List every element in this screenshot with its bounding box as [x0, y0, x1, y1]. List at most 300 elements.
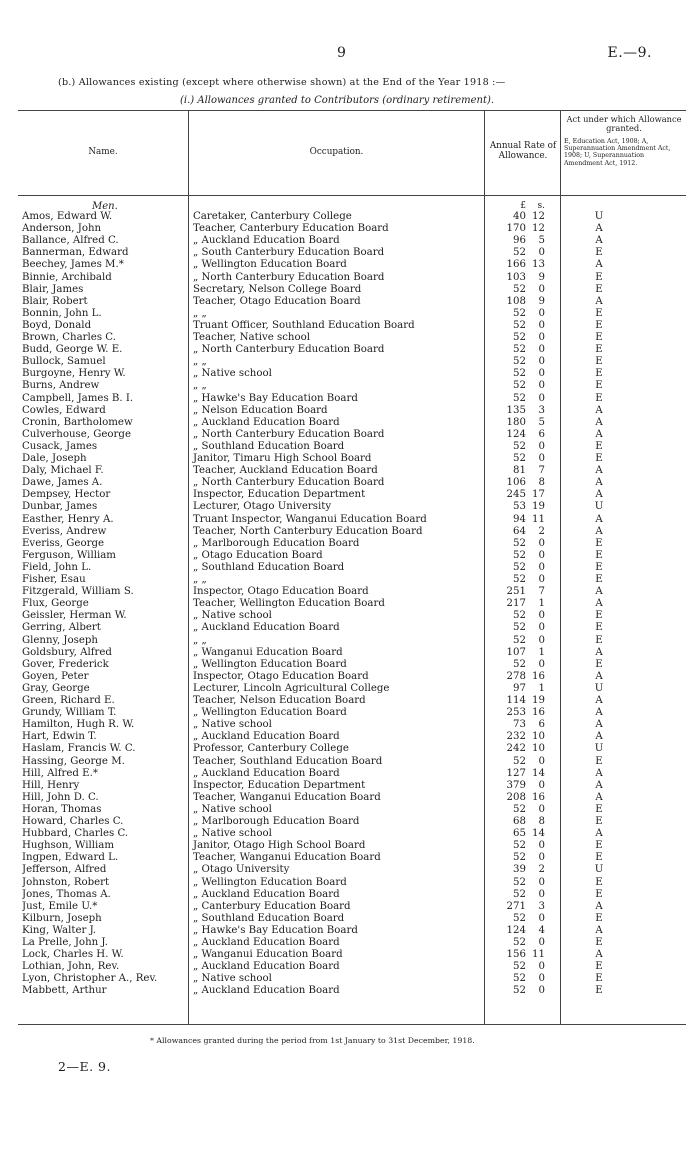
row-act: A [595, 949, 603, 961]
row-pounds: 52 [513, 961, 526, 973]
row-name: Hill, Alfred E.* [22, 767, 98, 779]
table-row [0, 768, 700, 780]
row-act: E [595, 440, 603, 452]
table-row [0, 211, 700, 223]
row-shillings: 0 [538, 840, 545, 852]
row-occupation: „ Auckland Education Board [193, 416, 340, 428]
table-row [0, 344, 700, 356]
row-act: E [595, 549, 603, 561]
table-row [0, 550, 700, 562]
header-top-rule [18, 110, 686, 111]
table-row [0, 284, 700, 296]
table-row [0, 913, 700, 925]
table-row [0, 901, 700, 913]
row-shillings: 10 [532, 731, 545, 743]
row-name: Daly, Michael F. [22, 465, 104, 477]
table-row [0, 683, 700, 695]
row-shillings: 12 [532, 223, 545, 235]
row-pounds: 278 [506, 670, 526, 682]
row-name: Grundy, William T. [22, 707, 117, 719]
row-occupation: „ South Canterbury Education Board [193, 247, 385, 259]
row-name: Mabbett, Arthur [22, 985, 107, 997]
row-occupation: „ „ [193, 574, 207, 585]
row-act: E [595, 961, 603, 973]
row-act: U [594, 211, 604, 222]
row-name: Johnston, Robert [22, 876, 110, 888]
row-act: A [595, 707, 603, 719]
row-name: Jones, Thomas A. [22, 888, 111, 900]
table-row [0, 985, 700, 997]
row-pounds: 52 [513, 876, 526, 888]
row-name: Anderson, John [22, 223, 102, 235]
row-name: Dunbar, James [22, 501, 98, 513]
row-occupation: „ Otago Education Board [193, 549, 323, 561]
table-row [0, 635, 700, 647]
row-pounds: 96 [513, 235, 526, 247]
table-row [0, 731, 700, 743]
row-shillings: 0 [538, 622, 545, 634]
row-act: A [595, 779, 603, 791]
table-row [0, 368, 700, 380]
row-pounds: 52 [513, 985, 526, 997]
row-pounds: 107 [506, 646, 526, 658]
row-occupation: „ Marlborough Education Board [193, 537, 360, 549]
row-occupation: „ Wellington Education Board [193, 658, 347, 670]
table-row [0, 610, 700, 622]
row-occupation: „ Wellington Education Board [193, 707, 347, 719]
row-occupation: „ „ [193, 380, 207, 392]
row-pounds: 208 [506, 791, 526, 803]
row-act: A [595, 924, 603, 936]
row-shillings: 6 [538, 719, 545, 731]
row-pounds: 53 [513, 501, 526, 513]
table-row [0, 852, 700, 864]
row-shillings: 1 [538, 682, 545, 694]
row-pounds: 124 [506, 428, 526, 440]
column-header-rate: Annual Rate of Allowance. [489, 141, 557, 161]
row-name: Gray, George [22, 682, 90, 694]
row-act: A [595, 670, 603, 682]
row-act: U [594, 864, 604, 876]
row-shillings: 0 [538, 961, 545, 973]
row-name: Burgoyne, Henry W. [22, 368, 126, 380]
row-shillings: 0 [538, 937, 545, 948]
row-act: E [595, 561, 603, 573]
row-pounds: 170 [506, 223, 526, 235]
row-act: U [594, 743, 604, 755]
row-name: Hill, Henry [22, 779, 80, 791]
row-pounds: 106 [506, 477, 526, 489]
row-pounds: 52 [513, 332, 526, 343]
row-shillings: 0 [538, 634, 545, 646]
row-shillings: 0 [538, 610, 545, 622]
row-act: A [595, 791, 603, 803]
row-name: Just, Emile U.* [22, 900, 98, 912]
row-occupation: „ Native school [193, 719, 272, 731]
row-shillings: 0 [538, 803, 545, 815]
row-pounds: 94 [513, 513, 526, 525]
row-pounds: 52 [513, 610, 526, 622]
row-name: Lyon, Christopher A., Rev. [22, 973, 158, 985]
row-name: Boyd, Donald [22, 319, 92, 331]
row-name: Flux, George [22, 598, 89, 610]
row-name: Bannerman, Edward [22, 247, 129, 259]
column-header-name: Name. [88, 147, 118, 157]
row-act: A [595, 719, 603, 731]
row-pounds: 166 [506, 259, 526, 271]
table-row [0, 719, 700, 731]
table-row [0, 453, 700, 465]
table-row [0, 840, 700, 852]
currency-pounds-label: £ [520, 201, 526, 211]
table-row [0, 223, 700, 235]
row-shillings: 0 [538, 440, 545, 452]
row-act: E [595, 840, 603, 852]
row-name: Hill, John D. C. [22, 791, 99, 803]
row-act: E [595, 973, 603, 985]
row-pounds: 114 [506, 695, 526, 706]
row-pounds: 52 [513, 344, 526, 356]
row-act: A [595, 598, 603, 610]
row-occupation: „ Native school [193, 610, 272, 622]
row-shillings: 0 [538, 876, 545, 888]
row-occupation: „ Native school [193, 803, 272, 815]
row-occupation: Teacher, Southland Education Board [193, 755, 383, 767]
row-act: E [595, 610, 603, 622]
row-occupation: „ North Canterbury Education Board [193, 271, 385, 283]
row-pounds: 52 [513, 755, 526, 767]
row-shillings: 0 [538, 973, 545, 985]
row-name: Cusack, James [22, 440, 98, 452]
row-pounds: 135 [506, 404, 526, 416]
table-row [0, 925, 700, 937]
table-row [0, 743, 700, 755]
table-row [0, 961, 700, 973]
row-pounds: 156 [506, 949, 526, 961]
row-shillings: 14 [532, 828, 545, 840]
table-row [0, 489, 700, 501]
row-shillings: 0 [538, 561, 545, 573]
table-row [0, 586, 700, 598]
row-occupation: Teacher, Wanganui Education Board [193, 791, 381, 803]
table-row [0, 937, 700, 949]
row-shillings: 0 [538, 888, 545, 900]
row-name: Easther, Henry A. [22, 513, 114, 525]
section-label-men: Men. [92, 201, 118, 212]
row-occupation: Teacher, Otago Education Board [193, 295, 361, 307]
row-name: Ballance, Alfred C. [22, 235, 119, 247]
row-name: Blair, James [22, 283, 84, 295]
row-act: E [595, 622, 603, 634]
row-pounds: 52 [513, 888, 526, 900]
row-name: Goldsbury, Alfred [22, 646, 112, 658]
row-pounds: 52 [513, 803, 526, 815]
row-act: E [595, 888, 603, 900]
table-row [0, 332, 700, 344]
table-subheading: (i.) Allowances granted to Contributors (ordinary retirement). [180, 95, 495, 106]
row-act: A [595, 223, 603, 235]
table-row [0, 973, 700, 985]
row-name: Hughson, William [22, 840, 114, 852]
row-shillings: 0 [538, 283, 545, 295]
row-pounds: 52 [513, 453, 526, 464]
row-occupation: „ Wellington Education Board [193, 876, 347, 888]
table-row [0, 259, 700, 271]
row-act: A [595, 646, 603, 658]
row-name: Bullock, Samuel [22, 356, 106, 368]
row-act: E [595, 876, 603, 888]
row-act: E [595, 307, 603, 319]
row-act: A [595, 586, 603, 598]
row-act: A [595, 489, 603, 501]
row-pounds: 52 [513, 440, 526, 452]
row-pounds: 52 [513, 247, 526, 259]
row-occupation: Teacher, Native school [193, 332, 311, 343]
row-occupation: „ Hawke's Bay Education Board [193, 924, 358, 936]
row-name: Goyen, Peter [22, 670, 89, 682]
row-shillings: 1 [538, 598, 545, 610]
row-act: A [595, 731, 603, 743]
row-occupation: „ North Canterbury Education Board [193, 477, 385, 489]
row-name: Kilburn, Joseph [22, 912, 102, 924]
row-shillings: 16 [532, 707, 545, 719]
row-pounds: 180 [506, 416, 526, 428]
row-act: E [595, 985, 603, 997]
table-row [0, 622, 700, 634]
column-header-occupation: Occupation. [309, 147, 364, 157]
row-shillings: 2 [538, 864, 545, 876]
table-row [0, 296, 700, 308]
row-name: Howard, Charles C. [22, 816, 124, 827]
row-act: E [595, 392, 603, 404]
row-shillings: 0 [538, 356, 545, 368]
row-act: E [595, 574, 603, 585]
row-shillings: 19 [532, 695, 545, 706]
row-name: Horan, Thomas [22, 803, 102, 815]
row-occupation: Teacher, Wellington Education Board [193, 598, 385, 610]
row-pounds: 52 [513, 319, 526, 331]
row-occupation: „ Southland Education Board [193, 912, 345, 924]
row-occupation: „ Wanganui Education Board [193, 646, 343, 658]
row-name: Everiss, Andrew [22, 525, 107, 537]
table-row [0, 671, 700, 683]
row-name: Gover, Frederick [22, 658, 109, 670]
row-shillings: 0 [538, 319, 545, 331]
row-name: Binnie, Archibald [22, 271, 112, 283]
row-occupation: Truant Inspector, Wanganui Education Board [193, 513, 427, 525]
row-act: E [595, 816, 603, 827]
row-act: A [595, 465, 603, 477]
table-row [0, 792, 700, 804]
table-bottom-rule [18, 1024, 686, 1025]
row-shillings: 0 [538, 247, 545, 259]
row-pounds: 52 [513, 658, 526, 670]
row-occupation: Caretaker, Canterbury College [193, 211, 352, 222]
row-shillings: 0 [538, 344, 545, 356]
row-name: Glenny, Joseph [22, 634, 98, 646]
row-occupation: Inspector, Education Department [193, 489, 366, 501]
row-shillings: 0 [538, 307, 545, 319]
row-occupation: Teacher, Wanganui Education Board [193, 852, 381, 864]
table-row [0, 816, 700, 828]
table-row [0, 320, 700, 332]
row-pounds: 97 [513, 682, 526, 694]
row-occupation: „ Native school [193, 973, 272, 985]
row-act: A [595, 695, 603, 706]
row-occupation: Truant Officer, Southland Education Board [193, 319, 415, 331]
column-header-act: Act under which Allowance granted. [566, 114, 682, 133]
row-pounds: 127 [506, 767, 526, 779]
row-occupation: Teacher, Canterbury Education Board [193, 223, 389, 235]
table-row [0, 695, 700, 707]
table-row [0, 647, 700, 659]
row-pounds: 52 [513, 561, 526, 573]
row-shillings: 14 [532, 767, 545, 779]
row-name: Lothian, John, Rev. [22, 961, 120, 973]
row-occupation: „ North Canterbury Education Board [193, 344, 385, 356]
row-occupation: Teacher, Nelson Education Board [193, 695, 366, 706]
row-occupation: „ Auckland Education Board [193, 888, 340, 900]
row-pounds: 73 [513, 719, 526, 731]
row-pounds: 40 [513, 211, 526, 222]
row-shillings: 9 [538, 295, 545, 307]
row-shillings: 9 [538, 271, 545, 283]
table-row [0, 864, 700, 876]
table-row [0, 780, 700, 792]
row-act: E [595, 912, 603, 924]
row-act: A [595, 295, 603, 307]
table-row [0, 380, 700, 392]
row-pounds: 52 [513, 622, 526, 634]
row-name: Amos, Edward W. [22, 211, 113, 222]
row-shillings: 10 [532, 743, 545, 755]
row-pounds: 52 [513, 634, 526, 646]
row-shillings: 5 [538, 416, 545, 428]
row-act: A [595, 513, 603, 525]
row-name: Geissler, Herman W. [22, 610, 127, 622]
row-occupation: Teacher, Auckland Education Board [193, 465, 378, 477]
row-occupation: Teacher, North Canterbury Education Board [193, 525, 423, 537]
row-pounds: 52 [513, 537, 526, 549]
row-name: Gerring, Albert [22, 622, 101, 634]
row-name: Ferguson, William [22, 549, 116, 561]
row-pounds: 108 [506, 295, 526, 307]
row-occupation: „ Southland Education Board [193, 440, 345, 452]
column-header-act-legend: E, Education Act, 1908; A, Superannuation Amendment Act, 1908; U, Superannuation Amendment Act, 1912. [564, 138, 671, 167]
table-row [0, 501, 700, 513]
row-occupation: „ Auckland Education Board [193, 961, 340, 973]
row-shillings: 0 [538, 368, 545, 380]
row-shillings: 4 [538, 924, 545, 936]
row-shillings: 0 [538, 453, 545, 464]
row-name: Fisher, Esau [22, 574, 86, 585]
row-shillings: 5 [538, 235, 545, 247]
row-shillings: 16 [532, 791, 545, 803]
row-occupation: „ Auckland Education Board [193, 235, 340, 247]
row-occupation: Lecturer, Otago University [193, 501, 332, 513]
row-shillings: 19 [532, 501, 545, 513]
row-act: E [595, 537, 603, 549]
table-row [0, 598, 700, 610]
row-pounds: 242 [506, 743, 526, 755]
row-pounds: 52 [513, 840, 526, 852]
table-row [0, 441, 700, 453]
header-bottom-rule [18, 195, 686, 196]
row-pounds: 379 [506, 779, 526, 791]
row-pounds: 52 [513, 852, 526, 864]
table-row [0, 949, 700, 961]
table-row [0, 417, 700, 429]
row-shillings: 0 [538, 380, 545, 392]
row-shillings: 0 [538, 779, 545, 791]
row-name: Hart, Edwin T. [22, 731, 97, 743]
row-pounds: 217 [506, 598, 526, 610]
currency-shillings-label: s. [537, 201, 545, 211]
row-name: Campbell, James B. I. [22, 392, 134, 404]
table-row [0, 526, 700, 538]
row-shillings: 12 [532, 211, 545, 222]
row-act: A [595, 525, 603, 537]
table-row [0, 308, 700, 320]
row-shillings: 2 [538, 525, 545, 537]
row-name: Culverhouse, George [22, 428, 131, 440]
row-act: E [595, 755, 603, 767]
row-act: A [595, 428, 603, 440]
row-act: E [595, 453, 603, 464]
table-row [0, 247, 700, 259]
row-name: Everiss, George [22, 537, 105, 549]
row-pounds: 124 [506, 924, 526, 936]
row-occupation: „ Otago University [193, 864, 290, 876]
row-shillings: 0 [538, 755, 545, 767]
row-occupation: „ „ [193, 307, 207, 319]
row-name: Cronin, Bartholomew [22, 416, 133, 428]
table-row [0, 756, 700, 768]
row-shillings: 17 [532, 489, 545, 501]
row-act: A [595, 477, 603, 489]
row-occupation: Inspector, Education Department [193, 779, 366, 791]
row-name: Dawe, James A. [22, 477, 103, 489]
row-pounds: 52 [513, 356, 526, 368]
row-name: Green, Richard E. [22, 695, 115, 706]
table-row [0, 465, 700, 477]
row-act: E [595, 356, 603, 368]
row-name: Haslam, Francis W. C. [22, 743, 136, 755]
row-occupation: „ Native school [193, 828, 272, 840]
row-occupation: „ Auckland Education Board [193, 731, 340, 743]
row-occupation: „ Auckland Education Board [193, 622, 340, 634]
row-occupation: „ „ [193, 634, 207, 646]
printer-signature: 2—E. 9. [58, 1059, 111, 1074]
row-act: E [595, 247, 603, 259]
row-shillings: 8 [538, 816, 545, 827]
row-act: E [595, 380, 603, 392]
row-act: U [594, 501, 604, 513]
row-occupation: „ Auckland Education Board [193, 767, 340, 779]
table-row [0, 707, 700, 719]
row-act: A [595, 828, 603, 840]
page-number: 9 [337, 45, 346, 61]
row-shillings: 3 [538, 900, 545, 912]
row-pounds: 103 [506, 271, 526, 283]
row-act: A [595, 235, 603, 247]
row-shillings: 1 [538, 646, 545, 658]
table-row [0, 804, 700, 816]
row-shillings: 11 [532, 949, 545, 961]
row-shillings: 11 [532, 513, 545, 525]
row-name: Ingpen, Edward L. [22, 852, 119, 864]
row-pounds: 81 [513, 465, 526, 477]
